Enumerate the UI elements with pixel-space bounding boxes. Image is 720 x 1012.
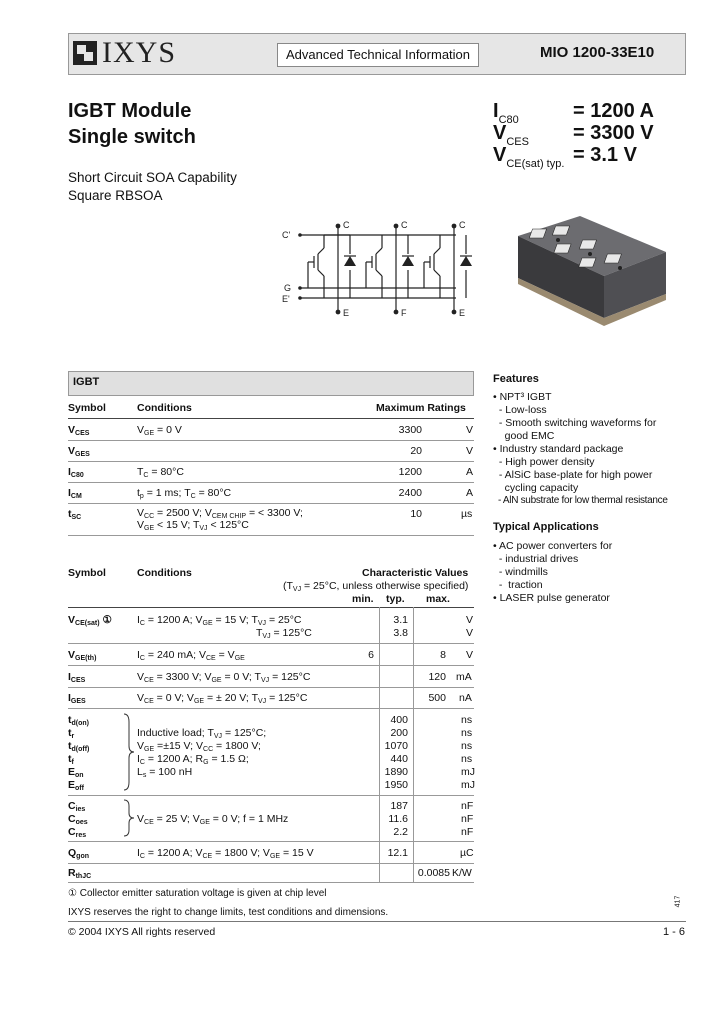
value-vces: 3300 — [398, 424, 422, 436]
terminal-g-label: G — [284, 283, 292, 293]
characteristic-note: ($T_{VJ} = 25^\circ C$, unless otherwise specified) — [283, 580, 469, 593]
spec-ic80-value: = 1200 A — [573, 100, 654, 122]
symbol-vgeth: $V_{GE(th)}$ — [68, 649, 97, 662]
col-header-characteristic-values: Characteristic Values — [362, 567, 469, 579]
spec-ic80-symbol: $I_{C80}$ — [493, 100, 519, 126]
condition-icm: $t_p = 1$ ms; $T_C = 80^\circ C$ — [137, 487, 232, 500]
terminal-c-prime-label: C' — [282, 230, 291, 240]
feature-item: good EMC — [493, 430, 555, 442]
col-header-min: min. — [352, 593, 374, 605]
value-vges: 20 — [410, 445, 422, 457]
max-vgeth: 8 — [440, 649, 446, 661]
unit-ic80: A — [466, 466, 474, 478]
symbol-ices: $I_{CES}$ — [68, 671, 86, 684]
advanced-info-label: Advanced Technical Information — [277, 43, 479, 67]
terminal-c-label: C — [459, 220, 466, 230]
value-icm: 2400 — [398, 487, 422, 499]
section-header-igbt: IGBT — [68, 371, 474, 396]
value-tsc: 10 — [410, 508, 422, 520]
typ-cres: 2.2 — [393, 826, 408, 838]
document-code: 417 — [674, 895, 682, 908]
col-header-typ: typ. — [386, 593, 405, 605]
col-header-symbol: Symbol — [68, 567, 106, 579]
feature-item: cycling capacity — [493, 482, 579, 494]
page-number: 1 - 6 — [663, 926, 686, 938]
switching-condition-3: $I_C = 1200$ A; $R_G = 1.5$ Ω; — [137, 753, 249, 766]
switching-condition-4: $L_s = 100$ nH — [137, 766, 193, 779]
spec-vces-symbol: $V_{CES}$ — [493, 122, 529, 148]
unit-vces: V — [466, 424, 474, 436]
unit-eon: mJ — [461, 766, 475, 778]
unit-eoff: mJ — [461, 779, 475, 791]
application-item: • LASER pulse generator — [493, 592, 610, 604]
min-vgeth: 6 — [368, 649, 374, 661]
capability-line: Short Circuit SOA Capability — [68, 170, 237, 185]
switching-condition-1: Inductive load; $T_{VJ} = 125^\circ C$; — [137, 727, 267, 740]
symbol-vcesat: $V_{CE(sat)}$ ① — [68, 614, 112, 627]
max-iges: 500 — [428, 692, 446, 704]
disclaimer: IXYS reserves the right to change limits, test conditions and dimensions. — [68, 907, 389, 918]
spec-vcesat-symbol: $V_{CE(sat) typ.}$ — [493, 144, 565, 170]
unit-tsc: µs — [461, 508, 473, 520]
symbol-coes: $C_{oes}$ — [68, 813, 88, 826]
unit-vcesat: V — [466, 614, 474, 626]
symbol-tr: $t_r$ — [68, 727, 75, 740]
unit-tr: ns — [461, 727, 473, 739]
symbol-cres: $C_{res}$ — [68, 826, 87, 839]
max-ices: 120 — [428, 671, 446, 683]
application-item: - industrial drives — [493, 553, 579, 565]
unit-tdoff: ns — [461, 740, 473, 752]
typ-coes: 11.6 — [388, 813, 408, 825]
col-header-symbol: Symbol — [68, 402, 106, 414]
symbol-vges: $V_{GES}$ — [68, 445, 90, 458]
unit-cies: nF — [461, 800, 474, 812]
unit-coes: nF — [461, 813, 474, 825]
symbol-tsc: $t_{SC}$ — [68, 508, 82, 521]
unit-qgon: µC — [460, 847, 474, 859]
feature-item: • Industry standard package — [493, 443, 624, 455]
feature-item: - Smooth switching waveforms for — [493, 417, 657, 429]
circuit-schematic — [278, 214, 478, 320]
brace-icon — [121, 798, 135, 838]
col-header-conditions: Conditions — [137, 567, 192, 579]
spec-vcesat-value: = 3.1 V — [573, 144, 637, 166]
symbol-tdon: $t_{d(on)}$ — [68, 714, 89, 727]
symbol-vces: $V_{CES}$ — [68, 424, 90, 437]
col-header-max: max. — [426, 593, 450, 605]
symbol-ic80: $I_{C80}$ — [68, 466, 84, 479]
value-ic80: 1200 — [398, 466, 422, 478]
terminal-f-label: F — [401, 308, 407, 318]
application-item: • AC power converters for — [493, 540, 613, 552]
switching-condition-2: $V_{GE} =\pm 15$ V; $V_{CC} = 1800$ V; — [137, 740, 261, 753]
terminal-c-label: C — [343, 220, 350, 230]
condition-ic80: $T_C = 80^\circ C$ — [137, 466, 184, 479]
condition-qgon: $I_C = 1200$ A; $V_{CE} = 1800$ V; $V_{GE} = 15$ V — [137, 847, 314, 860]
capacitance-condition: $V_{CE} = 25$ V; $V_{GE} = 0$ V; f = 1 MHz — [137, 813, 289, 826]
brace-icon — [121, 712, 135, 792]
symbol-icm: $I_{CM}$ — [68, 487, 82, 500]
applications-title: Typical Applications — [493, 521, 599, 533]
max-rthjc: 0.0085 — [417, 867, 450, 879]
symbol-eoff: $E_{off}$ — [68, 779, 84, 792]
unit-iges: nA — [459, 692, 472, 704]
unit-vgeth: V — [466, 649, 474, 661]
condition-tsc-line1: $V_{CC} = 2500$ V; $V_{CEM CHIP}$ = < 3300 V; — [137, 507, 303, 520]
typ-cies: 187 — [390, 800, 408, 812]
condition-iges: $V_{CE} = 0$ V; $V_{GE}$ = ± 20 V; $T_{VJ} = 125^\circ C$ — [137, 692, 308, 705]
product-subtitle: Single switch — [68, 126, 196, 148]
unit-tf: ns — [461, 753, 473, 765]
feature-item: - AlN substrate for low thermal resistance — [493, 495, 668, 506]
unit-rthjc: K/W — [452, 867, 472, 879]
symbol-iges: $I_{GES}$ — [68, 692, 86, 705]
part-number: MIO 1200-33E10 — [540, 44, 655, 61]
typ-qgon: 12.1 — [387, 847, 408, 859]
terminal-e-label: E — [459, 308, 466, 318]
terminal-e-prime-label: E' — [282, 294, 290, 304]
unit-cres: nF — [461, 826, 474, 838]
condition-ices: $V_{CE} = 3300$ V; $V_{GE} = 0$ V; $T_{VJ} = 125^\circ C$ — [137, 671, 311, 684]
symbol-eon: $E_{on}$ — [68, 766, 84, 779]
terminal-c-label: C — [401, 220, 408, 230]
application-item: - traction — [493, 579, 543, 591]
condition-vcesat-line2: $T_{VJ} = 125^\circ C$ — [256, 627, 312, 640]
condition-vces: $V_{GE} = 0$ V — [137, 424, 182, 437]
condition-vcesat-line1: $I_C = 1200$ A; $V_{GE} = 15$ V; $T_{VJ} = 25^\circ C$ — [137, 614, 302, 627]
application-item: - windmills — [493, 566, 548, 578]
condition-vgeth: $I_C = 240$ mA; $V_{CE} = V_{GE}$ — [137, 649, 245, 662]
feature-item: • NPT³ IGBT — [493, 391, 552, 403]
symbol-cies: $C_{ies}$ — [68, 800, 86, 813]
typ-vcesat-25c: 3.1 — [393, 614, 408, 626]
brand-name: IXYS — [102, 36, 177, 69]
col-header-conditions: Conditions — [137, 402, 192, 414]
typ-eoff: 1950 — [384, 779, 408, 791]
col-header-max-ratings: Maximum Ratings — [376, 402, 466, 414]
symbol-qgon: $Q_{gon}$ — [68, 847, 89, 860]
typ-tr: 200 — [390, 727, 408, 739]
module-photo — [508, 214, 670, 330]
symbol-tdoff: $t_{d(off)}$ — [68, 740, 90, 753]
capability-line: Square RBSOA — [68, 188, 163, 203]
typ-tdon: 400 — [390, 714, 408, 726]
typ-vcesat-125c: 3.8 — [393, 627, 408, 639]
symbol-tf: $t_f$ — [68, 753, 74, 766]
unit-vges: V — [466, 445, 474, 457]
ixys-logo-icon — [72, 40, 98, 66]
unit-ices: mA — [456, 671, 472, 683]
terminal-e-label: E — [343, 308, 350, 318]
typ-eon: 1890 — [384, 766, 408, 778]
condition-tsc-line2: $V_{GE} < 15$ V; $T_{VJ} < 125^\circ C$ — [137, 519, 249, 532]
footnote: ① Collector emitter saturation voltage is given at chip level — [68, 888, 327, 899]
feature-item: - AlSiC base-plate for high power — [493, 469, 653, 481]
feature-item: - Low-loss — [493, 404, 547, 416]
unit-icm: A — [466, 487, 474, 499]
features-title: Features — [493, 373, 539, 385]
typ-tdoff: 1070 — [384, 740, 408, 752]
product-title: IGBT Module — [68, 100, 192, 122]
unit-tdon: ns — [461, 714, 473, 726]
unit-vcesat: V — [466, 627, 474, 639]
spec-vces-value: = 3300 V — [573, 122, 654, 144]
copyright: © 2004 IXYS All rights reserved — [68, 926, 216, 938]
typ-tf: 440 — [390, 753, 408, 765]
feature-item: - High power density — [493, 456, 595, 468]
symbol-rthjc: $R_{thJC}$ — [68, 867, 92, 880]
